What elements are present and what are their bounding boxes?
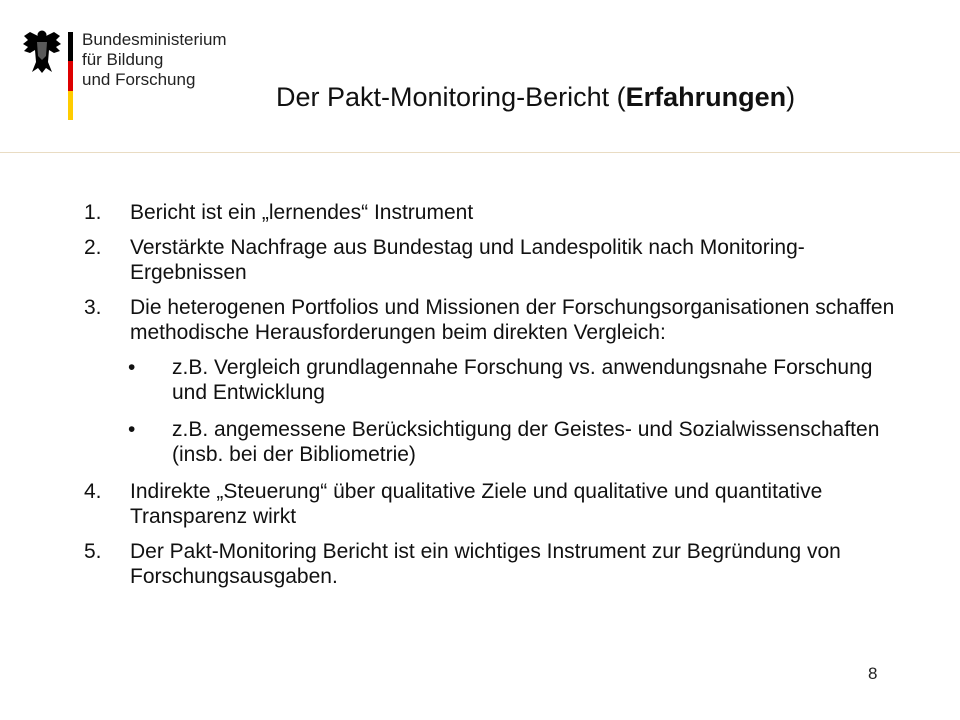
sub-list-text: z.B. Vergleich grundlagennahe Forschung vs. anwendungsnahe Forschung und Entwicklung (172, 356, 873, 404)
list-item (0, 235, 900, 285)
ministry-logo (22, 28, 262, 123)
german-flag-bar (68, 32, 73, 120)
title-close: ) (786, 82, 796, 112)
ministry-line-3: und Forschung (82, 70, 196, 89)
list-text: Bericht ist ein „lernendes“ Instrument (130, 201, 474, 224)
flag-gold-stripe (68, 91, 73, 120)
list-text: Die heterogenen Portfolios und Missionen der Forschungsorganisationen schaffen methodische Herausforderungen beim direkten Vergleich: (130, 296, 895, 344)
bullet-icon: • (128, 356, 136, 379)
list-item (0, 200, 900, 225)
sub-list-text: z.B. angemessene Berücksichtigung der Geistes- und Sozialwissenschaften (insb. bei der Bibliometrie) (172, 418, 880, 466)
list-text: Indirekte „Steuerung“ über qualitative Ziele und qualitative und quantitative Transparenz wirkt (130, 480, 823, 528)
list-number: 2. (84, 236, 102, 259)
sub-list-item (0, 355, 900, 405)
flag-red-stripe (68, 61, 73, 90)
ministry-line-2: für Bildung (82, 50, 164, 69)
bullet-icon: • (128, 418, 136, 441)
list-text: Verstärkte Nachfrage aus Bundestag und Landespolitik nach Monitoring-Ergebnissen (130, 236, 805, 284)
header-divider (0, 152, 960, 153)
list-item (0, 539, 900, 589)
ministry-line-1: Bundesministerium (82, 30, 227, 49)
slide-title (276, 82, 795, 113)
flag-black-stripe (68, 32, 73, 61)
list-number: 5. (84, 540, 102, 563)
list-text: Der Pakt-Monitoring Bericht ist ein wichtiges Instrument zur Begründung von Forschungsausgaben. (130, 540, 841, 588)
list-number: 4. (84, 480, 102, 503)
title-plain: Der Pakt-Monitoring-Bericht ( (276, 82, 626, 112)
page-number: 8 (868, 664, 878, 683)
federal-eagle-icon (22, 28, 62, 74)
slide-body (0, 200, 900, 599)
ministry-name (82, 30, 227, 90)
list-item (0, 479, 900, 529)
list-item (0, 295, 900, 345)
sub-list-item (0, 417, 900, 467)
title-emphasis: Erfahrungen (625, 82, 787, 112)
list-number: 3. (84, 296, 102, 319)
list-number: 1. (84, 201, 102, 224)
